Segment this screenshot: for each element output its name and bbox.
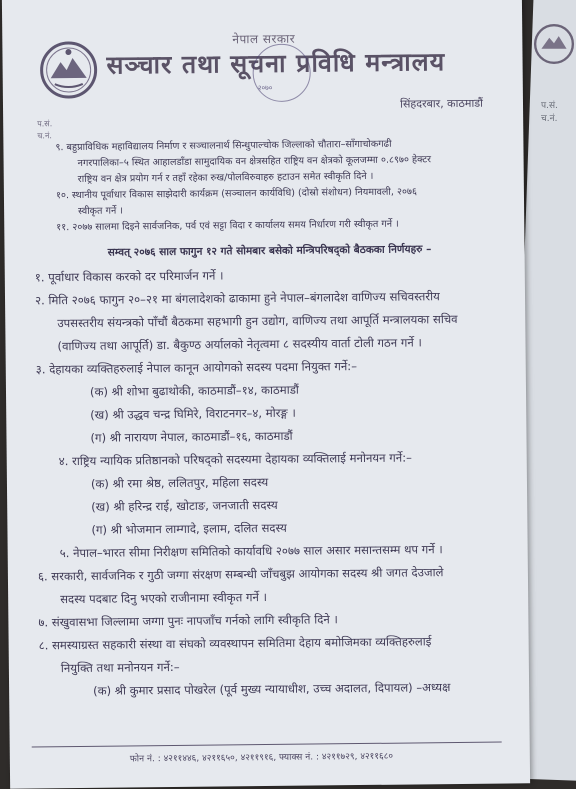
- decision-line: ४. राष्ट्रिय न्यायिक प्रतिष्ठानको परिषद्को सदस्यमा देहायका व्यक्तिलाई मनोनयन गर्ने:–: [58, 450, 412, 469]
- decision-subitem: (ग) श्री भोजमान लाम्गादे, इलाम, दलित सदस्य: [91, 520, 287, 537]
- earlier-item-line: ९. बहुप्राविधिक महाविद्यालय निर्माण र सञ्चालनार्थ सिन्धुपाल्चोक जिल्लाको चौतारा–साँगाचोकगढी: [55, 138, 392, 154]
- decision-line: ८. समस्याग्रस्त सहकारी संस्था वा संघको व्यवस्थापन समितिमा देहाय बमोजिमका व्यक्तिहरुलाई: [38, 634, 432, 653]
- decision-line: ६. सरकारी, सार्वजनिक र गुठी जग्गा संरक्षण सम्बन्धी जाँचबुझ आयोगका सदस्य श्री जगत देउजाले: [37, 565, 444, 584]
- decision-line: १. पूर्वाधार विकास करको दर परिमार्जन गर्ने ।: [34, 268, 224, 285]
- decision-line: सदस्य पदबाट दिनु भएको राजीनामा स्वीकृत गर्ने ।: [60, 590, 268, 607]
- nepal-emblem-icon: [38, 40, 99, 101]
- ministry-title: सञ्चार तथा सूचना प्रविधि मन्त्रालय: [106, 47, 446, 80]
- decisions-list: [35, 261, 510, 703]
- decision-line: २. मिति २०७६ फागुन २०–२१ मा बंगलादेशको ढाकामा हुने नेपाल–बंगलादेश वाणिज्य सचिवस्तरीय: [34, 289, 440, 308]
- decision-line: ५. नेपाल–भारत सीमा निरीक्षण समितिको कार्यावधि २०७७ साल असार मसान्तसम्म थप गर्ने ।: [59, 542, 443, 561]
- earlier-item-line: नगरपालिका–५ स्थित आहालडाँडा सामुदायिक वन क्षेत्रसहित राष्ट्रिय वन क्षेत्रको कूलजम्मा ०.८९७० हेक्टर: [77, 154, 432, 169]
- office-address: सिंहदरबार, काठमाडौं: [399, 96, 484, 111]
- reference-numbers: [37, 118, 52, 142]
- government-name: नेपाल सरकार: [232, 31, 296, 47]
- decision-line: ३. देहायका व्यक्तिहरुलाई नेपाल कानून आयोगको सदस्य पदमा नियुक्त गर्ने:–: [35, 359, 358, 377]
- decision-subitem: (ख) श्री उद्धव चन्द्र घिमिरे, विराटनगर–४, मोरङ्ग ।: [90, 405, 296, 422]
- decision-subitem: (ग) श्री नारायण नेपाल, काठमाडौं–१६, काठमाडौं: [90, 428, 293, 445]
- dispatch-number-label: च.नं.: [37, 131, 52, 141]
- background-page-ref: प.सं. च.नं.: [541, 101, 558, 124]
- earlier-item-line: राष्ट्रिय वन क्षेत्र प्रयोग गर्न र तहाँ रहेका रुख/पोलविरुवाहरु हटाउन समेत स्वीकृति दिने ।: [77, 170, 374, 185]
- decision-line: नियुक्ति तथा मनोनयन गर्ने:–: [60, 659, 180, 676]
- footer-divider: [32, 742, 502, 748]
- earlier-item-line: स्वीकृत गर्ने ।: [78, 205, 124, 217]
- office-stamp: [252, 44, 311, 103]
- decision-subitem: (क) श्री कुमार प्रसाद पोखरेल (पूर्व मुख्य न्यायाधीश, उच्च अदालत, दिपायल) –अध्यक्ष: [93, 680, 451, 698]
- stamp-year: २०७०: [257, 83, 273, 93]
- earlier-items: [33, 136, 504, 237]
- decision-subitem: (ख) श्री हरिन्द्र राई, खोटाङ, जनजाती सदस्य: [91, 497, 278, 514]
- decision-subitem: (क) श्री शोभा बुढाथोकी, काठमाडौं–१४, काठमाडौं: [89, 382, 299, 399]
- decision-line: ७. संखुवासभा जिल्लामा जग्गा पुनः नापजाँच गर्नको लागि स्वीकृति दिने ।: [38, 612, 338, 630]
- earlier-item-line: ११. २०७७ सालमा दिइने सार्वजनिक, पर्व एवं सट्टा विदा र कार्यालय समय निर्धारण गरी स्वीकृत गर्ने ।: [56, 218, 399, 234]
- background-emblem-icon: [530, 22, 576, 66]
- decisions-heading: सम्वत् २०७६ साल फागुन १२ गते सोमबार बसेको मन्त्रिपरिषद्को बैठकका निर्णयहरु –: [107, 243, 432, 259]
- earlier-item-line: १०. स्थानीय पूर्वाधार विकास साझेदारी कार्यक्रम (सञ्चालन कार्यविधि) (दोस्रो संशोधन) नियमावली, २०७६: [55, 186, 417, 202]
- decision-subitem: (क) श्री रमा श्रेष्ठ, ललितपुर, महिला सदस्य: [90, 474, 269, 491]
- decision-line: (वाणिज्य तथा आपूर्ति) डा. बैकुण्ठ अर्यालको नेतृत्वमा ८ सदस्यीय वार्ता टोली गठन गर्ने ।: [57, 335, 422, 354]
- decision-line: उपसस्तरीय संयन्त्रको पाँचौं बैठकमा सहभागी हुन उद्योग, वाणिज्य तथा आपूर्ति मन्त्रालयका सचिव: [57, 311, 458, 331]
- document-page: [2, 0, 530, 789]
- ref-number-label: प.सं.: [37, 119, 53, 129]
- document-body: [33, 136, 509, 704]
- contact-footer: फोन नं. : ४२११४४६, ४२११६५०, ४२११९१६, फ्याक्स नं. : ४२११७२९, ४२११६८०: [129, 751, 394, 765]
